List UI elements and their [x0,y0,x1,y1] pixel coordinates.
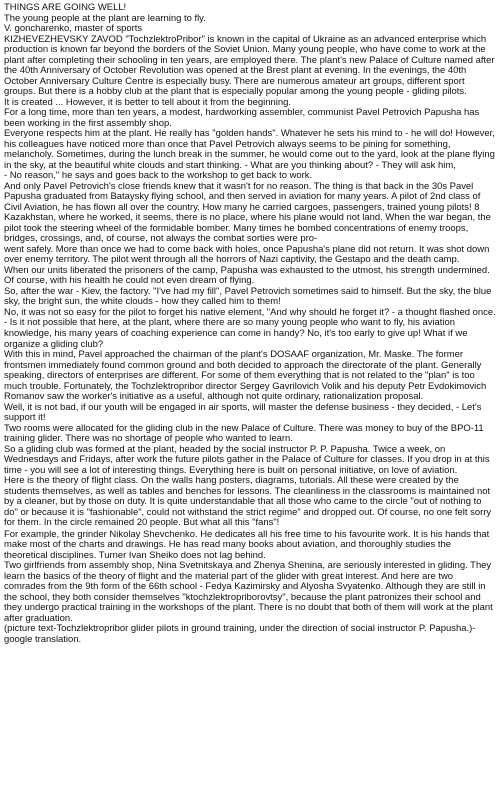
article-title: THINGS ARE GOING WELL! [4,2,127,13]
paragraph-4: Everyone respects him at the plant. He really has "golden hands". Whatever he sets his mind to - he will do! However, his colleagues have noticed more than once that Pavel Petrovich always seems to be pining for something, melancholy. Sometimes, during the lunch break in the summer, he would come out to the yard, look at the plane flying in the sky, at the beautiful white clouds and start thinking. - What are you thinking about? - They will ask him, [4,128,495,171]
paragraph-15: Here is the theory of flight class. On the walls hang posters, diagrams, tutorials. All these were created by the students themselves, as well as tables and benches for lessons. The cleanliness in the classrooms is maintained not by a cleaner, but by those on duty. It is quite understandable that all those who came to the circle "out of nothing to do" or because it is "fashionable", could not withstand the strict regime" and dropped out. Of course, no one felt sorry for them. In the circle remained 20 people. But what all this "fans"! [4,475,492,529]
paragraph-7: went safely. More than once we had to come back with holes, once Papusha's plane did not return. It was shot down over enemy territory. The pilot went through all the horrors of Nazi captivity, the Gestapo and the death camp. [4,243,490,266]
article-subtitle: The young people at the plant are learning to fly. [4,12,206,24]
paragraph-8: When our units liberated the prisoners of the camp, Papusha was exhausted to the utmost, his strength undermined. Of course, with his health he could not even dream of flying. [4,264,490,287]
paragraph-3: For a long time, more than ten years, a modest, hardworking assembler, communist Pavel Petrovich Papusha has been working in the first assembly shop. [4,107,480,129]
paragraph-9: So, after the war - Kiev, the factory. "I've had my fill", Pavel Petrovich sometimes said to himself. But the sky, the blue sky, the bright sun, the white clouds - how they called him to them! [4,285,492,308]
paragraph-2: It is created ... However, it is better to tell about it from the beginning. [4,96,291,108]
paragraph-5: - No reason," he says and goes back to the workshop to get back to work. [4,170,313,182]
paragraph-16: For example, the grinder Nikolay Shevchenko. He dedicates all his free time to his favourite work. It is his hands that make most of the charts and drawings. He has read many books about aviation, and thoroughly studies the theoretical disciplines. Turner Ivan Sheiko does not lag behind. [4,528,490,561]
picture-caption: (picture text-Tochzlektropribor glider pilots in ground training, under the direction of social instructor P. Papusha.)-google translation. [4,623,476,645]
paragraph-12: Well, it is not bad, if our youth will be engaged in air sports, will master the defense business - they decided, - Let's support it! [4,401,482,424]
paragraph-14: So a gliding club was formed at the plant, headed by the social instructor P. P. Papusha. Twice a week, on Wednesdays and Fridays, after work the future pilots gather in the Palace of Culture for classes. If you drop in at this time - you will see a lot of interesting things. Everything here is built on personal initiative, on love of aviation. [4,443,490,476]
paragraph-17: Two girlfriends from assembly shop, Nina Svetnitskaya and Zhenya Shenina, are seriously interested in gliding. They learn the basics of the theory of flight and the material part of the glider with great interest. And here are two comrades from the 9th form of the 66th school - Fedya Kazimirsky and Alyosha Svyatenko. Although they are still in the school, they both consider themselves "ktochzlektropriborovtsy", because the plant patronizes their school and they undergo practical training in the workshops of the plant. There is no doubt that both of them will work at the plant after graduation. [4,560,493,624]
article-author: V. goncharenko, master of sports [4,23,143,35]
paragraph-11: With this in mind, Pavel approached the chairman of the plant's DOSAAF organization, Mr. Maske. The former frontsmen immediately found common ground and both decided to approach the directorate of the plant. Generally speaking, directors of enterprises are different. For some of them everything that is not related to the "plan" is too much trouble. Fortunately, the Tochzlektropribor director Sergey Gavrilovich Volik and his deputy Petr Evdokimovich Romanov saw the worker's initiative as a useful, although not quite ordinary, rationalization proposal. [4,349,487,403]
paragraph-6: And only Pavel Petrovich's close friends knew that it wasn't for no reason. The thing is that back in the 30s Pavel Papusha graduated from Bataysky flying school, and then served in aviation for many years. A pilot of 2nd class of Civil Aviation, he has flown all over the country. How many he carried cargoes, passengers, trained young pilots! 8 Kazakhstan, where he worked, it seems, there is no place, where his plane would not land. When the war began, the pilot took the steering wheel of the formidable bomber. Many times he bombed concentrations of enemy troops, bridges, crossings, and, of course, not always the combat sorties were pro- [4,180,491,245]
paragraph-13: Two rooms were allocated for the gliding club in the new Palace of Culture. There was money to buy of the BPO-11 training glider. There was no shortage of people who wanted to learn. [4,422,484,445]
paragraph-10: No, it was not so easy for the pilot to forget his native element, "And why should he forget it? - a thought flashed once. - Is it not possible that here, at the plant, where there are so many young people who want to fly, his aviation knowledge, his many years of coaching experience can come in handy? No, it's too early to give up! What if we organize a gliding club? [4,306,496,350]
paragraph-intro: KIZHEVEZHEVSKY ZAVOD "TochzlektroPribor" is known in the capital of Ukraine as an advanced enterprise which production is known far beyond the borders of the Soviet Union. Many young people, who have come to work at the plant after completing their schooling in ten years, are employed there. The plant's new Palace of Culture named after the 40th Anniversary of October Revolution was opened at the Brest plant at evening. In the evenings, the 40th October Anniversary Culture Centre is especially busy. There are numerous amateur art groups, different sport groups. But there is a hobby club at the plant that is especially popular among the young people - gliding pilots. [4,33,495,98]
